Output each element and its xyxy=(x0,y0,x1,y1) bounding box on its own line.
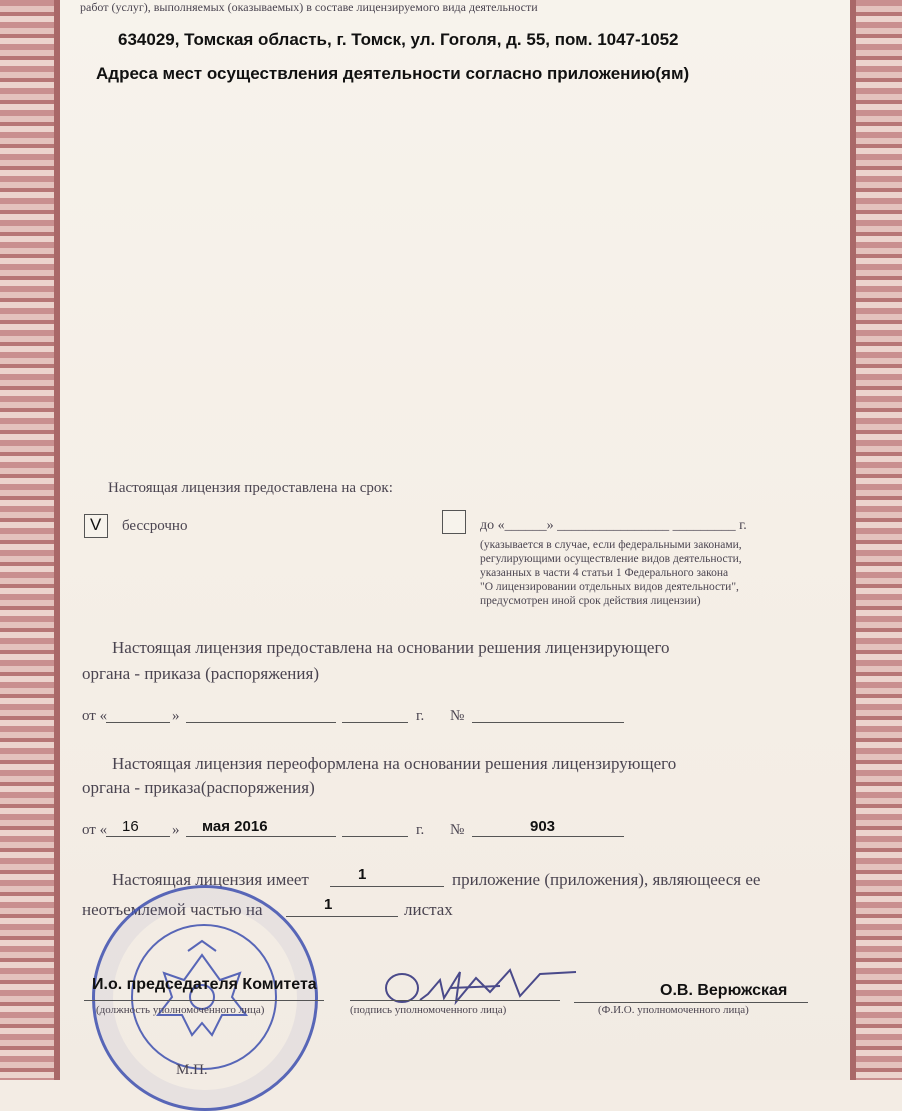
places-line: Адреса мест осуществления деятельности согласно приложению(ям) xyxy=(96,64,690,83)
signer-name: О.В. Верюжская xyxy=(660,982,788,999)
appendix-sheets: 1 xyxy=(324,896,333,913)
basis-line1: Настоящая лицензия предоставлена на основании решения лицензирующего xyxy=(112,638,670,657)
appendix-line2-suffix: листах xyxy=(404,900,453,919)
basis-day-line xyxy=(106,722,170,723)
reissue-number-line xyxy=(472,836,624,837)
reissue-month-line xyxy=(186,836,336,837)
basis-year-suffix: г. xyxy=(416,708,425,724)
reissue-day: 16 xyxy=(122,818,139,835)
reissue-year-suffix: г. xyxy=(416,822,425,838)
reissue-line1: Настоящая лицензия переоформлена на основании решения лицензирующего xyxy=(112,754,677,773)
appendix-count-line xyxy=(330,886,444,887)
basis-num-sign: № xyxy=(450,708,465,724)
reissue-num-sign: № xyxy=(450,822,465,838)
left-ornamental-border xyxy=(0,0,60,1080)
term-note-line: регулирующими осуществление видов деятельности, xyxy=(480,553,742,565)
caption-name: (Ф.И.О. уполномоченного лица) xyxy=(598,1004,749,1016)
term-intro: Настоящая лицензия предоставлена на срок: xyxy=(108,480,393,496)
term-until-checkbox[interactable] xyxy=(442,510,466,534)
appendix-count: 1 xyxy=(358,866,367,883)
basis-month-line xyxy=(186,722,336,723)
caption-position: (должность уполномоченного лица) xyxy=(96,1004,265,1016)
appendix-line1-prefix: Настоящая лицензия имеет xyxy=(112,870,309,889)
reissue-from: от « xyxy=(82,822,108,838)
position-line xyxy=(84,1000,324,1001)
address-line: 634029, Томская область, г. Томск, ул. Гоголя, д. 55, пом. 1047-1052 xyxy=(118,30,679,49)
term-note xyxy=(480,538,742,608)
check-mark: V xyxy=(90,515,102,534)
reissue-year-line xyxy=(342,836,408,837)
indefinite-label: бессрочно xyxy=(122,518,188,534)
basis-number-line xyxy=(472,722,624,723)
appendix-line1-suffix: приложение (приложения), являющееся ее xyxy=(452,870,761,889)
basis-year-line xyxy=(342,722,408,723)
signature-line xyxy=(350,1000,560,1001)
basis-close-quote: » xyxy=(172,708,180,724)
reissue-line2: органа - приказа(распоряжения) xyxy=(82,778,315,797)
term-note-line: (указывается в случае, если федеральными законами, xyxy=(480,539,742,551)
appendix-line2-prefix: неотъемлемой частью на xyxy=(82,900,263,919)
mp-mark: М.П. xyxy=(176,1062,208,1078)
term-note-line: "О лицензировании отдельных видов деятельности", xyxy=(480,581,739,593)
caption-signature: (подпись уполномоченного лица) xyxy=(350,1004,507,1016)
indefinite-checkbox[interactable] xyxy=(84,514,108,538)
basis-line2: органа - приказа (распоряжения) xyxy=(82,664,319,683)
term-note-line: предусмотрен иной срок действия лицензии) xyxy=(480,595,701,607)
basis-from: от « xyxy=(82,708,108,724)
term-until-line: до «______» ________________ _________ г. xyxy=(480,518,747,533)
term-note-line: указанных в части 4 статьи 1 Федерального закона xyxy=(480,567,729,579)
top-note: работ (услуг), выполняемых (оказываемых) в составе лицензируемого вида деятельности xyxy=(80,0,538,14)
right-ornamental-border xyxy=(850,0,902,1080)
name-line xyxy=(574,1002,808,1003)
signer-position: И.о. председателя Комитета xyxy=(92,976,317,993)
reissue-number: 903 xyxy=(530,818,556,835)
reissue-day-line xyxy=(106,836,170,837)
reissue-close-quote: » xyxy=(172,822,180,838)
reissue-month-year: мая 2016 xyxy=(202,818,268,835)
